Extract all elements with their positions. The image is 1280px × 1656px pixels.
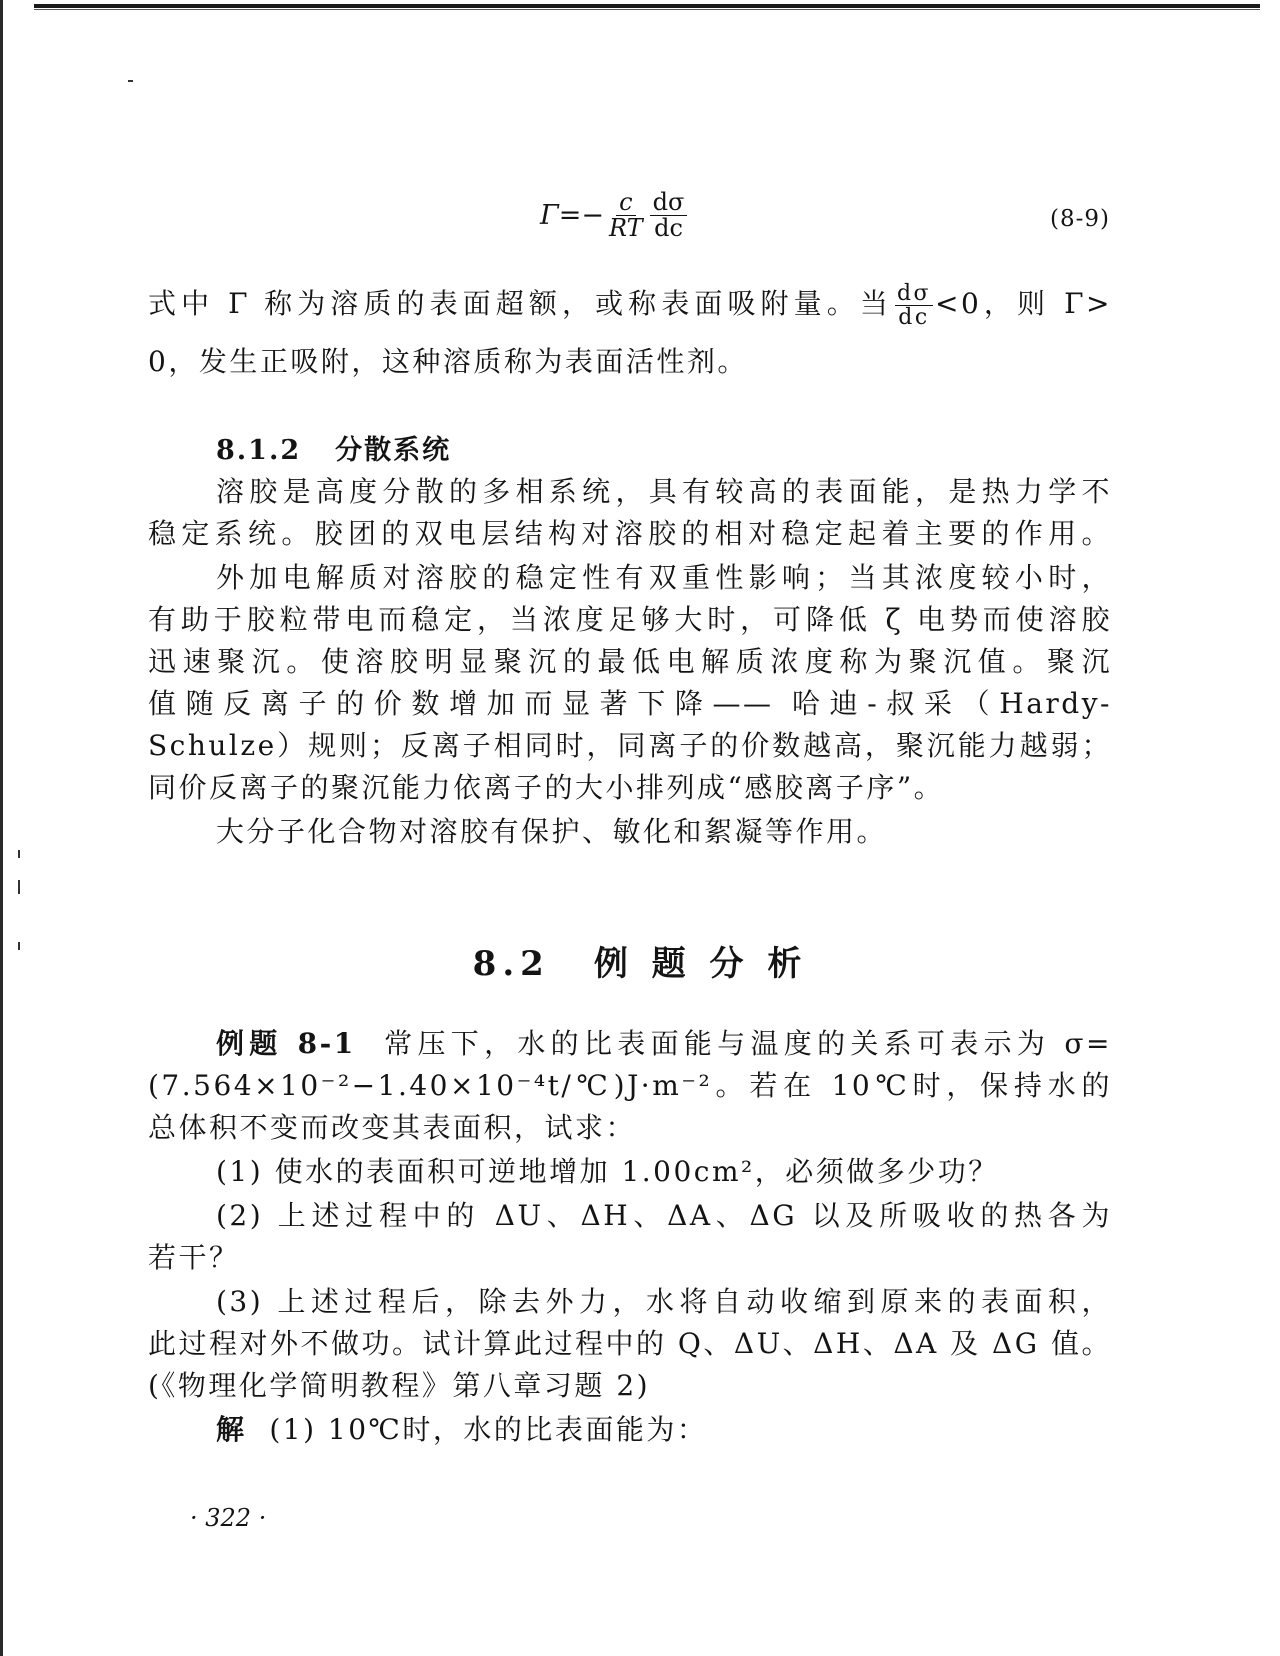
paragraph-line: 溶胶是高度分散的多相系统，具有较高的表面能，是热力学不 <box>216 475 1112 508</box>
fraction-denominator: RT <box>608 214 643 243</box>
solution-label: 解 <box>216 1413 247 1446</box>
fraction-numerator: dσ <box>896 281 932 306</box>
section-number: 8.1.2 <box>216 435 302 466</box>
question-2: (2) 上述过程中的 ΔU、ΔH、ΔA、ΔG 以及所吸收的热各为 <box>216 1199 1112 1232</box>
text-run: 式中 Γ 称为溶质的表面超额，或称表面吸附量。当 <box>148 287 893 321</box>
paragraph-line: 稳定系统。胶团的双电层结构对溶胶的相对稳定起着主要的作用。 <box>148 517 1112 550</box>
top-rule <box>34 4 1260 8</box>
paragraph-line <box>216 1022 1112 1062</box>
left-border <box>0 0 3 1656</box>
text-run: (1) 10℃时，水的比表面能为： <box>269 1413 708 1446</box>
chapter-number: 8.2 <box>472 944 550 984</box>
text-run: 常压下，水的比表面能与温度的关系可表示为 σ= <box>384 1027 1112 1060</box>
question-1: (1) 使水的表面积可逆地增加 1.00cm²，必须做多少功？ <box>216 1155 999 1188</box>
page-number: · 322 · <box>190 1504 267 1532</box>
top-rule-thin <box>34 9 1260 10</box>
equation-lhs: Γ=− <box>540 200 604 232</box>
paragraph-line: 此过程对外不做功。试计算此过程中的 Q、ΔU、ΔH、ΔA 及 ΔG 值。 <box>148 1327 1113 1360</box>
equation-fraction-dsigma-dc <box>650 190 688 241</box>
scan-speck <box>128 80 133 82</box>
chapter-heading <box>0 936 1280 985</box>
paragraph-line: Schulze）规则；反离子相同时，同离子的价数越高，聚沉能力越弱； <box>148 729 1112 762</box>
inline-fraction <box>895 282 933 329</box>
fraction-denominator: dc <box>654 214 683 243</box>
paragraph-line: 值随反离子的价数增加而显著下降—— 哈迪-叔采（Hardy- <box>148 687 1112 720</box>
paragraph-line: 大分子化合物对溶胶有保护、敏化和絮凝等作用。 <box>216 815 888 848</box>
paragraph-line: 迅速聚沉。使溶胶明显聚沉的最低电解质浓度称为聚沉值。聚沉 <box>148 645 1112 678</box>
fraction-numerator: c <box>616 190 635 216</box>
paragraph-line: 若干？ <box>148 1241 240 1274</box>
equation-fraction-c-rt <box>606 190 646 241</box>
fraction-denominator: dc <box>898 305 930 331</box>
source-citation: (《物理化学简明教程》第八章习题 2) <box>148 1369 651 1402</box>
text-run: <0，则 Γ> <box>935 287 1112 321</box>
solution-line <box>216 1408 1112 1448</box>
example-label: 例题 8-1 <box>216 1027 356 1060</box>
paragraph-line: 外加电解质对溶胶的稳定性有双重性影响；当其浓度较小时， <box>216 561 1112 594</box>
paragraph-line: 总体积不变而改变其表面积，试求： <box>148 1111 637 1144</box>
section-heading <box>216 428 451 467</box>
fraction-numerator: dσ <box>650 190 688 216</box>
paragraph-line: 同价反离子的聚沉能力依离子的大小排列成“感胶离子序”。 <box>148 771 945 804</box>
scan-speck <box>18 850 20 858</box>
section-title: 分散系统 <box>335 435 452 466</box>
equation-8-9 <box>520 182 1120 252</box>
equation-number: (8-9) <box>1050 206 1110 232</box>
chapter-title: 例 题 分 析 <box>593 944 808 984</box>
paragraph-line: 0，发生正吸附，这种溶质称为表面活性剂。 <box>148 345 748 378</box>
paragraph-line: (7.564×10⁻²−1.40×10⁻⁴t/℃)J·m⁻²。若在 10℃时，保持水的 <box>148 1069 1112 1102</box>
scan-speck <box>18 880 20 894</box>
paragraph-line: 有助于胶粒带电而稳定，当浓度足够大时，可降低 ζ 电势而使溶胶 <box>148 603 1112 636</box>
question-3: (3) 上述过程后，除去外力，水将自动收缩到原来的表面积， <box>216 1285 1112 1318</box>
equation-formula <box>540 190 689 241</box>
paragraph-line <box>148 282 1112 329</box>
